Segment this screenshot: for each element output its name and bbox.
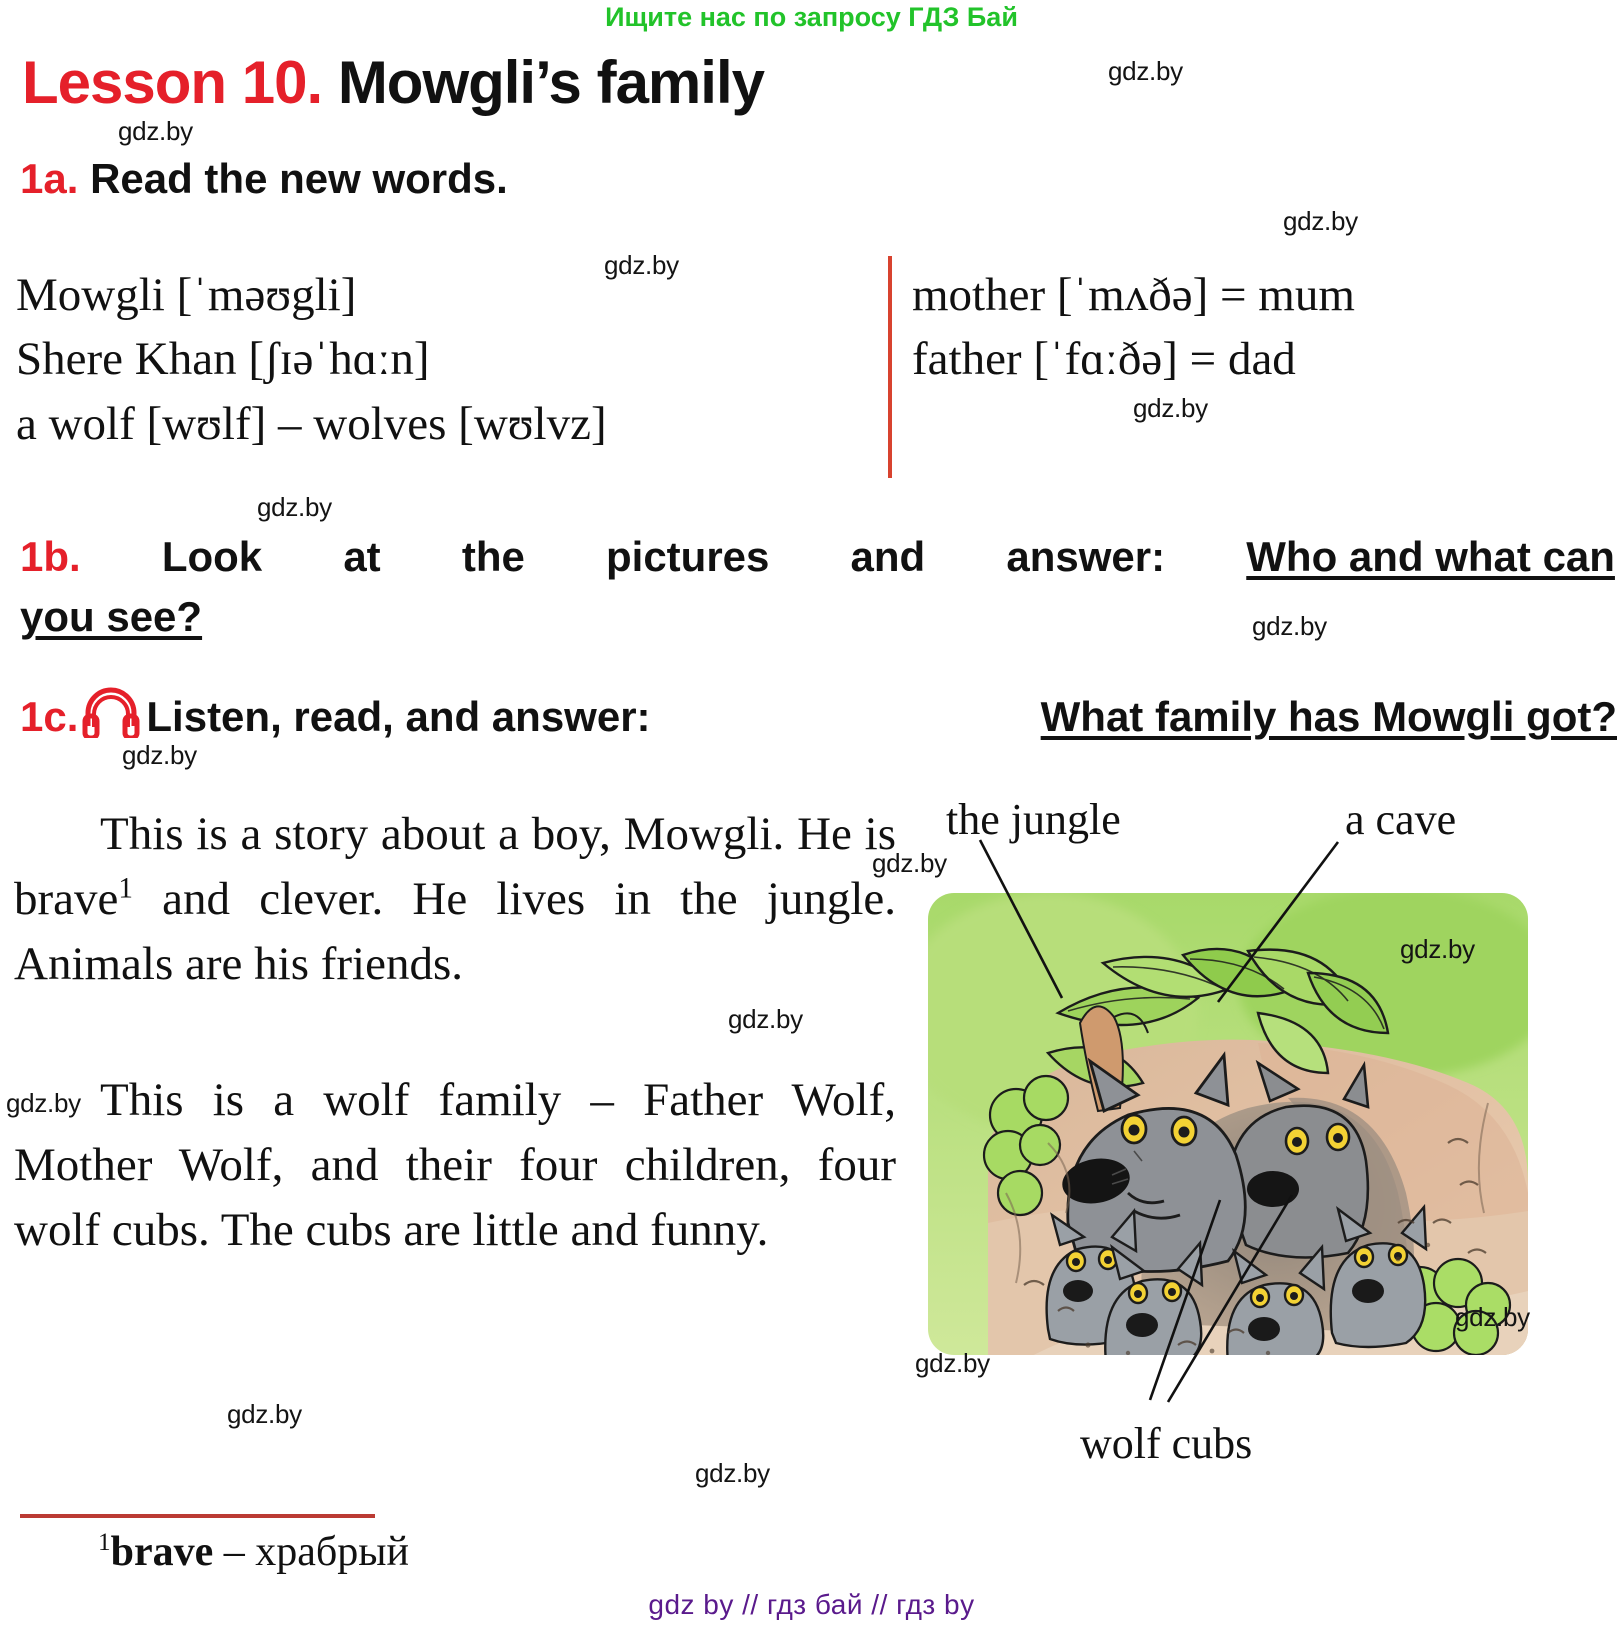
- task-1a-text: Read the new words.: [90, 155, 508, 202]
- picture-label-jungle: the jungle: [946, 795, 1121, 844]
- site-promo-banner: Ищите нас по запросу ГДЗ Бай: [605, 2, 1018, 32]
- vocabulary-divider: [888, 256, 892, 478]
- footnote-marker: 1: [98, 1529, 111, 1556]
- watermark: gdz.by: [1283, 206, 1358, 236]
- task-1c-prompt: Listen, read, and answer:: [146, 693, 651, 740]
- watermark: gdz.by: [872, 848, 947, 878]
- watermark: gdz.by: [1133, 393, 1208, 423]
- footnote-separator: –: [213, 1529, 256, 1575]
- vocab-entry: Shere Khan [ʃɪəˈhɑːn]: [16, 333, 430, 386]
- vocabulary-column-right: [912, 263, 1355, 392]
- story-line: wolf cubs. The cubs are little: [14, 1204, 559, 1257]
- footnote-rule: [20, 1514, 375, 1518]
- task-1b-tag: 1b.: [20, 533, 81, 580]
- watermark: gdz.by: [257, 492, 332, 522]
- watermark: gdz.by: [695, 1458, 770, 1488]
- story-text: [14, 802, 896, 997]
- watermark: gdz.by: [1108, 56, 1183, 86]
- watermark: gdz.by: [118, 116, 193, 146]
- watermark: gdz.by: [604, 250, 679, 280]
- footnote-term: brave: [110, 1529, 214, 1575]
- story-text: [14, 1068, 896, 1263]
- story-line: Mowgli. He is brave: [14, 808, 897, 926]
- story-line: and funny.: [570, 1204, 769, 1257]
- task-1b-word: at: [343, 533, 381, 580]
- story-line: and their four children, four: [310, 1139, 896, 1192]
- task-1c-heading: [20, 686, 1617, 748]
- task-1b-word: and: [850, 533, 926, 580]
- vocab-entry: a wolf [wʊlf] – wolves [wʊlvz]: [16, 397, 607, 450]
- story-line: and: [162, 873, 231, 926]
- footnote-translation: храбрый: [255, 1529, 409, 1575]
- task-1b-word: pictures: [606, 533, 770, 580]
- task-1a-tag: 1a.: [20, 155, 79, 202]
- story-line: This is a story about a boy,: [100, 808, 611, 860]
- watermark: gdz.by: [728, 1004, 803, 1034]
- story-paragraph-1: [14, 802, 896, 997]
- story-line: Father Wolf, Mother Wolf,: [14, 1074, 897, 1192]
- watermark: gdz.by: [122, 740, 197, 770]
- vocabulary-column-left: [16, 263, 607, 456]
- story-line: Animals are his friends.: [14, 938, 464, 991]
- task-1b-heading: [20, 527, 1615, 648]
- task-1b-word: answer:: [1006, 533, 1166, 580]
- watermark: gdz.by: [1252, 611, 1327, 641]
- task-1b-line1: [20, 527, 1615, 587]
- page-title: [22, 48, 764, 117]
- task-1c-tag: 1c.: [20, 693, 79, 740]
- site-footer-line: gdz by // гдз бай // гдз by: [648, 1589, 975, 1620]
- watermark: gdz.by: [6, 1088, 81, 1118]
- task-1b-word: Look: [161, 533, 263, 580]
- vocab-entry: Mowgli [ˈməʊgli]: [16, 269, 357, 321]
- task-1b-word: the: [461, 533, 525, 580]
- picture-label-cave: a cave: [1345, 795, 1457, 844]
- footnote: [98, 1528, 409, 1576]
- task-1b-question-part1: Who and what can: [1246, 533, 1615, 580]
- footnote-ref: 1: [118, 872, 133, 905]
- vocab-entry: father [ˈfɑːðə] = dad: [912, 333, 1296, 386]
- watermark: gdz.by: [1455, 1302, 1530, 1332]
- watermark: gdz.by: [1400, 934, 1475, 964]
- task-1a-heading: [20, 155, 508, 203]
- story-paragraph-2: [14, 1068, 896, 1263]
- task-1c-question: What family has Mowgli got?: [1040, 693, 1617, 740]
- lesson-number: Lesson 10.: [22, 49, 323, 116]
- watermark: gdz.by: [227, 1399, 302, 1429]
- story-line: This is a wolf family –: [100, 1074, 614, 1126]
- headphones-icon: [82, 686, 140, 748]
- watermark: gdz.by: [915, 1348, 990, 1378]
- vocab-entry: mother [ˈmʌðə] = mum: [912, 269, 1355, 321]
- lesson-name: Mowgli’s family: [337, 49, 764, 116]
- story-line: clever. He lives in the jungle.: [259, 873, 897, 926]
- task-1b-line2: [20, 587, 1615, 647]
- picture-label-wolf-cubs: wolf cubs: [1080, 1419, 1253, 1468]
- task-1b-question-part2: you see?: [20, 593, 203, 641]
